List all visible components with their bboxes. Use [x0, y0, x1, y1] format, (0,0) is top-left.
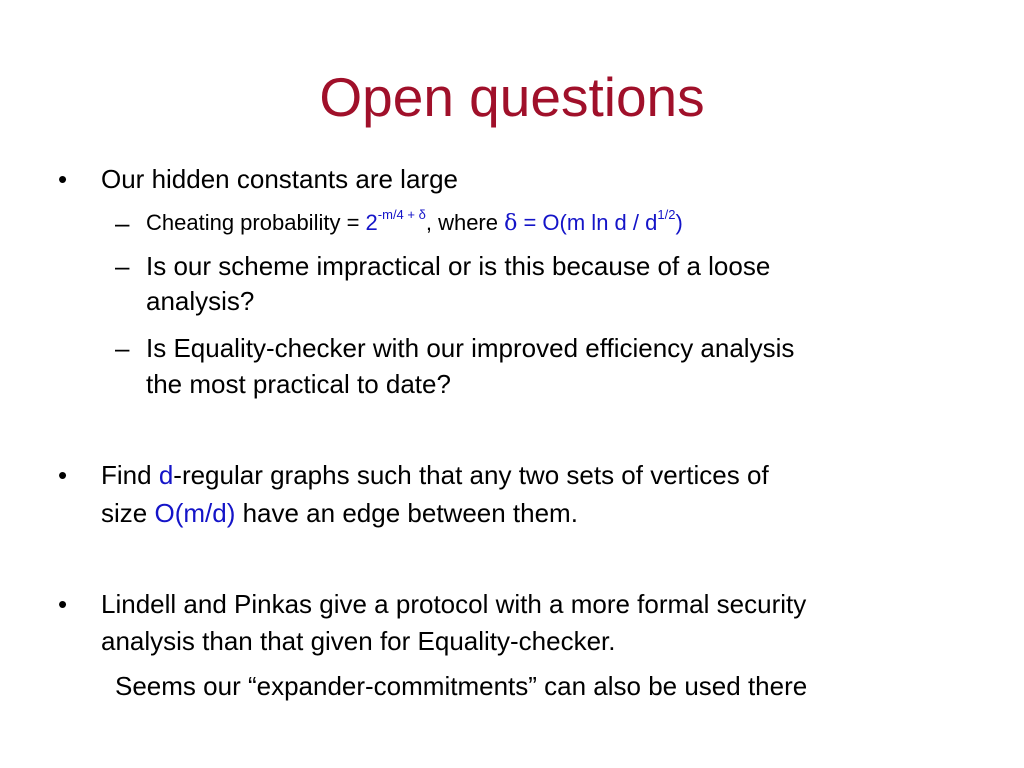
- sub-1-2-line1: Is our scheme impractical or is this because of a loose: [146, 251, 771, 281]
- bullet-marker: •: [58, 460, 68, 490]
- dash-marker: –: [115, 333, 130, 363]
- slide-title: Open questions: [319, 66, 705, 128]
- bullet-3-line3: Seems our “expander-commitments” can also be used there: [115, 671, 808, 701]
- prob-exponent: -m/4 + δ: [377, 207, 426, 222]
- delta-expression: [504, 207, 683, 236]
- sub-1-3-line2: the most practical to date?: [146, 369, 451, 399]
- bullet-2-line2: [101, 498, 578, 528]
- bullet-2-d: d: [158, 460, 174, 490]
- sub-1-1-prefix: Cheating probability =: [146, 210, 366, 235]
- prob-base-value: 2: [365, 210, 378, 235]
- bullet-2-omd: O(m/d): [154, 498, 236, 528]
- bullet-3-line2: analysis than that given for Equality-checker.: [101, 626, 616, 656]
- delta-exponent: 1/2: [657, 207, 676, 222]
- delta-symbol: δ: [504, 211, 518, 236]
- bullet-1-text: Our hidden constants are large: [101, 164, 458, 194]
- bullet-2-line2-pre: size: [101, 498, 155, 528]
- delta-close: ): [675, 210, 683, 235]
- bullet-marker: •: [58, 164, 68, 194]
- bullet-2-line2-post: have an edge between them.: [235, 498, 578, 528]
- bullet-2-line1: [101, 460, 769, 490]
- prob-base: [365, 207, 426, 235]
- bullet-2-pre: Find: [101, 460, 159, 490]
- sub-1-1: [146, 207, 683, 237]
- bullet-3-line1: Lindell and Pinkas give a protocol with a more formal security: [101, 589, 807, 619]
- sub-1-1-mid: , where: [425, 210, 505, 235]
- dash-marker: –: [115, 251, 130, 281]
- dash-marker: –: [115, 208, 130, 238]
- bullet-2-post: -regular graphs such that any two sets of vertices of: [173, 460, 769, 490]
- sub-1-3-line1: Is Equality-checker with our improved efficiency analysis: [146, 333, 795, 363]
- sub-1-2-line2: analysis?: [146, 286, 255, 316]
- bullet-marker: •: [58, 589, 68, 619]
- delta-expr: = O(m ln d / d: [517, 210, 658, 235]
